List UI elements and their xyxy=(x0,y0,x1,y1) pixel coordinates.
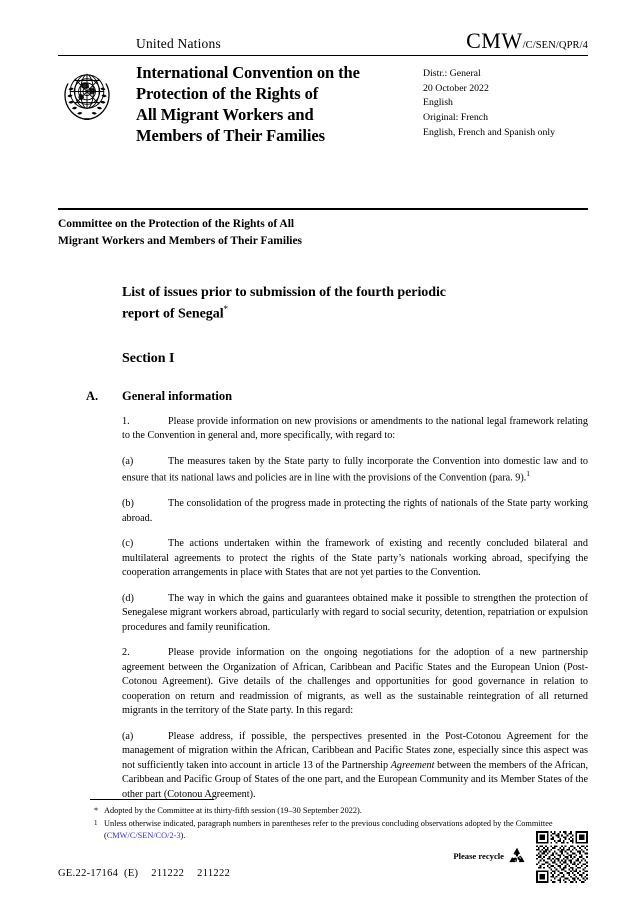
paragraph-1b-text: The consolidation of the progress made in protecting the rights of nationals of the State party working abroad. xyxy=(122,498,588,524)
document-body xyxy=(58,284,588,802)
un-emblem-cell xyxy=(58,62,136,129)
section-heading: Section I xyxy=(122,350,175,366)
document-symbol-main: CMW xyxy=(466,28,523,53)
paragraph-1a-label: (a) xyxy=(122,455,134,467)
distribution-info xyxy=(423,62,588,140)
committee-name-line-2: Migrant Workers and Members of Their Families xyxy=(58,235,303,248)
paragraph-1d-label: (d) xyxy=(122,592,134,604)
job-language-code: (E) xyxy=(124,868,139,879)
committee-divider xyxy=(58,208,588,210)
distribution-line-5: English, French and Spanish only xyxy=(423,126,555,138)
paragraph-2a-text-part2: between the members of the African, Caribbean and Pacific Group of States of the one part, and the European Community and its Member States of the other part (Cotonou Agreement). xyxy=(122,759,588,800)
footnote-1-text-after: ). xyxy=(180,830,186,840)
paragraph-1 xyxy=(122,415,588,444)
footnote-1-mark-sup: 1 xyxy=(94,818,98,827)
paragraph-2-text: Please provide information on the ongoing negotiations for the adoption of a new partnership agreement between the Organization of African, Caribbean and Pacific States and the European Union (Post-Cotonou Agreement). Give details of the challenges and opportunities for good governance in relation to cooperation on return and readmission of migrants, as well as the sustainable reintegration of all returned migrants in the territory of the State party. In this regard: xyxy=(122,647,588,717)
distribution-line-3: English xyxy=(423,97,453,109)
footnote-1-text-before: Unless otherwise indicated, paragraph numbers in parentheses refer to the previous concluding observations adopted by the Committee ( xyxy=(104,818,553,840)
distribution-line-4: Original: French xyxy=(423,112,489,124)
distribution-line-2: 20 October 2022 xyxy=(423,82,489,94)
page-footer xyxy=(58,831,588,883)
paragraph-1-text: Please provide information on new provisions or amendments to the national legal framework relating to the Convention in general and, more specifically, with regard to: xyxy=(122,415,588,442)
paragraph-1d-text: The way in which the gains and guarantees obtained make it possible to strengthen the protection of Senegalese migrant workers abroad, particularly with regard to social security, detention, repatriation or expulsion procedures and family reunification. xyxy=(122,592,588,633)
paragraph-2a xyxy=(122,730,588,802)
paragraph-1b xyxy=(122,497,588,526)
paragraph-1a-text: The measures taken by the State party to fully incorporate the Convention into domestic law and to ensure that its national laws and policies are in line with the provisions of the Convention (para. 9). xyxy=(122,455,588,484)
page-title-line-2-text: report of Senegal xyxy=(122,306,224,322)
job-date-code-1: 211222 xyxy=(151,868,185,879)
document-symbol xyxy=(466,30,588,52)
footnote-asterisk-mark: * xyxy=(94,805,99,815)
document-symbol-sub: /C/SEN/QPR/4 xyxy=(522,40,588,51)
masthead-body-row xyxy=(58,62,588,146)
paragraph-2 xyxy=(122,646,588,718)
footnote-1-link[interactable]: CMW/C/SEN/CO/2-3 xyxy=(106,830,181,840)
paragraph-2a-text-part1: Please address, if possible, the perspectives presented in the Post-Cotonou Agreement for the management of migration within the African, Caribbean and Pacific States zone, especially since this aspect was not sufficiently taken into account in article 13 of the Partnership xyxy=(122,730,588,771)
masthead-bottom-spacer xyxy=(58,146,588,208)
paragraph-2-number: 2. xyxy=(122,647,130,659)
convention-title-line-2: Protection of the Rights of xyxy=(136,84,319,104)
footnote-separator xyxy=(90,799,214,800)
paragraph-1a xyxy=(122,455,588,486)
job-number-value: GE.22-17164 xyxy=(58,868,119,879)
masthead-top-row xyxy=(58,30,588,55)
convention-title xyxy=(136,62,423,146)
footnote-ref-1[interactable]: 1 xyxy=(526,469,531,479)
page-title-line-1: List of issues prior to submission of the fourth periodic xyxy=(122,284,446,300)
page-title-line-2 xyxy=(122,303,588,324)
masthead-divider xyxy=(58,55,588,56)
paragraph-1d xyxy=(122,592,588,635)
organization-name: United Nations xyxy=(136,36,221,51)
footnote-asterisk xyxy=(90,805,588,817)
convention-title-line-1: International Convention on the xyxy=(136,63,360,82)
footnote-asterisk-text: Adopted by the Committee at its thirty-fifth session (19–30 September 2022). xyxy=(104,805,362,815)
distribution-line-1: Distr.: General xyxy=(423,68,481,79)
paragraph-1b-label: (b) xyxy=(122,498,134,510)
paragraph-1c-label: (c) xyxy=(122,538,134,550)
recycle-label: Please recycle xyxy=(453,851,504,861)
paragraph-2a-italic-term: Agreement xyxy=(390,759,435,771)
convention-title-line-3: All Migrant Workers and xyxy=(136,105,314,125)
subsection-heading xyxy=(86,389,588,404)
convention-title-line-4: Members of Their Families xyxy=(136,126,325,146)
job-date-code-2: 211222 xyxy=(197,868,231,879)
qr-code[interactable] xyxy=(536,831,588,883)
page-title xyxy=(122,284,588,324)
paragraph-1c xyxy=(122,537,588,580)
job-number xyxy=(58,868,230,883)
committee-name xyxy=(58,216,588,249)
paragraph-1c-text: The actions undertaken within the framework of existing and recently concluded bilateral and multilateral agreements to protect the rights of the State party’s nationals working abroad, specifying the cooperation arrangements in place with States that are not yet parties to the Convention. xyxy=(122,538,588,579)
paragraph-1-number: 1. xyxy=(122,415,130,427)
committee-name-line-1: Committee on the Protection of the Rights of All xyxy=(58,218,295,231)
paragraph-2a-label: (a) xyxy=(122,730,134,742)
recycle-and-qr xyxy=(453,831,588,883)
subsection-title: General information xyxy=(122,388,233,403)
recycle-icon xyxy=(506,846,528,868)
un-emblem xyxy=(58,66,116,124)
subsection-letter: A. xyxy=(86,388,99,403)
title-footnote-mark: * xyxy=(223,303,228,314)
